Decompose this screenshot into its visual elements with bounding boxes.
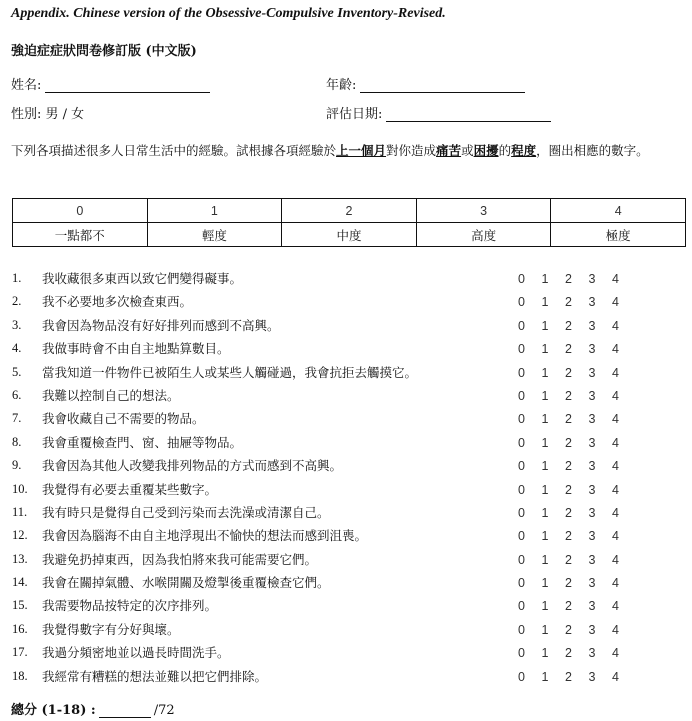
rating-option[interactable]: 2 [565,318,572,333]
rating-option[interactable]: 4 [612,412,619,427]
item-number: 4. [12,341,22,356]
item-options [518,337,636,361]
item-number: 14. [12,575,28,590]
rating-option[interactable]: 2 [565,342,572,357]
item-text: 我過分頻密地並以過長時間洗手。 [42,645,230,661]
rating-option[interactable]: 4 [612,552,619,567]
instructions-part2: 對你造成 [386,143,437,158]
rating-option[interactable]: 3 [588,388,596,403]
item-number: 1. [12,271,22,285]
rating-option[interactable]: 0 [518,365,525,380]
scale-number: 4 [551,199,686,223]
rating-option[interactable]: 1 [541,272,549,286]
date-label: 評估日期: [326,107,383,122]
item-number: 12. [12,528,28,543]
rating-option[interactable]: 0 [518,482,525,497]
rating-option[interactable]: 3 [588,435,596,450]
rating-option[interactable]: 3 [588,482,596,497]
rating-option[interactable]: 1 [541,576,549,591]
rating-option[interactable]: 0 [518,622,525,637]
rating-option[interactable]: 0 [518,295,525,310]
scale-label: 極度 [551,223,686,247]
rating-option[interactable]: 0 [518,435,525,450]
rating-option[interactable]: 0 [518,646,525,661]
item-options [518,618,636,642]
rating-option[interactable]: 0 [518,342,525,357]
item-number: 6. [12,387,22,402]
item-options [518,384,636,408]
list-item [12,407,686,430]
rating-option[interactable]: 3 [588,365,596,380]
rating-option[interactable]: 2 [565,646,572,661]
item-options [518,665,636,689]
rating-option[interactable]: 0 [518,505,525,520]
item-number: 2. [12,294,22,309]
item-options [518,290,636,314]
rating-option[interactable]: 1 [541,669,549,684]
item-number: 15. [12,598,28,613]
rating-option[interactable]: 1 [541,412,549,427]
scale-label: 輕度 [147,223,282,247]
item-text: 我避免扔掉東西，因為我怕將來我可能需要它們。 [42,551,318,567]
rating-option[interactable]: 3 [588,622,596,637]
rating-option[interactable]: 3 [588,318,596,333]
rating-option[interactable]: 3 [588,669,596,684]
rating-option[interactable]: 4 [612,482,619,497]
name-label: 姓名: [11,78,42,93]
item-number: 11. [12,504,28,519]
item-options [518,641,636,665]
list-item [12,641,686,664]
item-number: 10. [12,481,28,496]
item-options [518,524,636,548]
item-options [518,267,636,291]
list-item [12,384,686,407]
item-text: 我做事時會不由自主地點算數目。 [42,341,230,357]
rating-option[interactable]: 2 [565,365,572,380]
list-item [12,501,686,524]
rating-option[interactable]: 0 [518,459,525,474]
rating-option[interactable]: 2 [565,669,572,684]
rating-option[interactable]: 0 [518,318,525,333]
scale-label-row [13,223,686,247]
rating-option[interactable]: 4 [612,576,619,591]
rating-option[interactable]: 1 [541,646,549,661]
gender-field [11,103,84,122]
rating-option[interactable]: 4 [612,272,619,286]
rating-option[interactable]: 1 [541,388,549,403]
rating-option[interactable]: 0 [518,576,525,591]
rating-option[interactable]: 0 [518,272,525,286]
rating-option[interactable]: 1 [541,552,549,567]
scale-label: 中度 [282,223,417,247]
item-text: 我覺得數字有分好與壞。 [42,621,180,637]
item-text: 當我知道一件物件已被陌生人或某些人觸碰過，我會抗拒去觸摸它。 [42,364,418,380]
item-options [518,571,636,595]
scale-label: 高度 [416,223,551,247]
scale-number: 1 [147,199,282,223]
rating-option[interactable]: 2 [565,622,572,637]
rating-option[interactable]: 4 [612,669,619,684]
list-item [12,618,686,641]
total-label: 總分 (1-18) : [11,703,96,718]
item-text: 我經常有糟糕的想法並難以把它們排除。 [42,668,268,684]
rating-option[interactable]: 2 [565,529,572,544]
rating-option[interactable]: 4 [612,318,619,333]
rating-option[interactable]: 0 [518,529,525,544]
date-field [326,103,551,122]
item-number: 7. [12,411,22,426]
rating-option[interactable]: 1 [541,435,549,450]
rating-option[interactable]: 3 [588,459,596,474]
rating-option[interactable]: 1 [541,459,549,474]
rating-option[interactable]: 3 [588,505,596,520]
rating-option[interactable]: 0 [518,552,525,567]
total-max: /72 [153,703,175,718]
item-text: 我會因為腦海不由自主地浮現出不愉快的想法而感到沮喪。 [42,528,368,544]
item-number: 3. [12,317,22,332]
item-options [518,454,636,478]
item-text: 我會因為物品沒有好好排列而感到不高興。 [42,317,280,333]
rating-option[interactable]: 4 [612,529,619,544]
instructions-last-month: 上一個月 [336,143,387,158]
item-text: 我收藏很多東西以致它們變得礙事。 [42,271,243,286]
item-number: 16. [12,621,28,636]
rating-option[interactable]: 0 [518,669,525,684]
rating-option[interactable]: 4 [612,295,619,310]
rating-option[interactable]: 2 [565,505,572,520]
item-text: 我難以控制自己的想法。 [42,387,180,403]
rating-option[interactable]: 2 [565,295,572,310]
item-number: 13. [12,551,28,566]
rating-option[interactable]: 2 [565,435,572,450]
item-options [518,478,636,502]
total-score [11,699,175,718]
name-field [11,74,210,93]
instructions-part1: 下列各項描述很多人日常生活中的經驗。試根據各項經驗於 [11,143,337,158]
item-text: 我會重覆檢查門、窗、抽屜等物品。 [42,434,243,450]
item-text: 我會在關掉氣體、水喉開關及燈掣後重覆檢查它們。 [42,575,330,591]
instructions-of: 的 [498,143,512,158]
total-input-line[interactable] [99,703,151,718]
rating-option[interactable]: 3 [588,529,596,544]
list-item [12,267,686,290]
rating-option[interactable]: 2 [565,552,572,567]
rating-option[interactable]: 1 [541,295,549,310]
list-item [12,431,686,454]
rating-option[interactable]: 3 [588,342,596,357]
item-options [518,548,636,572]
rating-option[interactable]: 1 [541,505,549,520]
item-text: 我覺得有必要去重覆某些數字。 [42,481,218,497]
scale-label: 一點都不 [13,223,148,247]
scale-number: 2 [282,199,417,223]
rating-option[interactable]: 1 [541,482,549,497]
rating-option[interactable]: 0 [518,599,525,614]
rating-option[interactable]: 4 [612,388,619,403]
age-field [326,74,525,93]
rating-option[interactable]: 3 [588,412,596,427]
item-options [518,594,636,618]
date-input-line[interactable] [386,107,551,122]
item-text: 我會因為其他人改變我排列物品的方式而感到不高興。 [42,458,343,474]
rating-option[interactable]: 4 [612,599,619,614]
instructions-bother: 困擾 [473,143,499,158]
item-number: 17. [12,645,28,660]
rating-option[interactable]: 4 [612,435,619,450]
list-item [12,594,686,617]
rating-option[interactable]: 0 [518,412,525,427]
item-options [518,407,636,431]
rating-option[interactable]: 1 [541,529,549,544]
rating-option[interactable]: 2 [565,272,572,286]
item-options [518,361,636,385]
list-item [12,337,686,360]
item-text: 我會收藏自己不需要的物品。 [42,411,205,427]
item-number: 8. [12,434,22,449]
item-number: 18. [12,668,28,683]
rating-option[interactable]: 4 [612,646,619,661]
rating-option[interactable]: 2 [565,576,572,591]
rating-option[interactable]: 3 [588,576,596,591]
appendix-caption: Appendix. Chinese version of the Obsessive-Compulsive Inventory-Revised. [11,6,446,21]
rating-option[interactable]: 1 [541,342,549,357]
scale-number-row [13,199,686,223]
rating-option[interactable]: 1 [541,622,549,637]
rating-option[interactable]: 1 [541,318,549,333]
list-item [12,314,686,337]
rating-option[interactable]: 3 [588,272,596,286]
rating-option[interactable]: 1 [541,365,549,380]
rating-option[interactable]: 3 [588,646,596,661]
rating-option[interactable]: 2 [565,459,572,474]
instructions-or: 或 [461,143,474,158]
rating-option[interactable]: 2 [565,388,572,403]
item-text: 我需要物品按特定的次序排列。 [42,598,218,614]
list-item [12,478,686,501]
rating-option[interactable]: 3 [588,295,596,310]
list-item [12,548,686,571]
questionnaire-title: 強迫症症狀問卷修訂版 (中文版) [11,44,197,59]
instructions [11,141,681,160]
list-item [12,665,686,688]
rating-option[interactable]: 4 [612,459,619,474]
item-text: 我不必要地多次檢查東西。 [42,294,193,310]
scale-number: 3 [416,199,551,223]
rating-option[interactable]: 4 [612,365,619,380]
rating-option[interactable]: 2 [565,412,572,427]
rating-option[interactable]: 0 [518,388,525,403]
age-input-line[interactable] [360,78,525,93]
item-number: 9. [12,458,22,473]
rating-option[interactable]: 4 [612,342,619,357]
rating-option[interactable]: 3 [588,599,596,614]
item-options [518,431,636,455]
rating-scale-table [12,198,686,247]
rating-option[interactable]: 1 [541,599,549,614]
scale-number: 0 [13,199,148,223]
rating-option[interactable]: 4 [612,505,619,520]
instructions-degree: 程度 [511,143,537,158]
rating-option[interactable]: 2 [565,599,572,614]
item-options [518,501,636,525]
gender-label[interactable]: 性別: 男 / 女 [11,107,85,122]
item-text: 我有時只是覺得自己受到污染而去洗澡或清潔自己。 [42,504,330,520]
rating-option[interactable]: 4 [612,622,619,637]
instructions-part3: ，圈出相應的數字。 [536,143,649,158]
list-item [12,361,686,384]
item-options [518,314,636,338]
rating-option[interactable]: 3 [588,552,596,567]
name-input-line[interactable] [45,78,210,93]
rating-option[interactable]: 2 [565,482,572,497]
list-item [12,524,686,547]
item-number: 5. [12,364,22,379]
instructions-distress: 痛苦 [436,143,462,158]
list-item [12,571,686,594]
list-item [12,454,686,477]
item-list [12,267,686,688]
list-item [12,290,686,313]
age-label: 年齡: [326,78,357,93]
